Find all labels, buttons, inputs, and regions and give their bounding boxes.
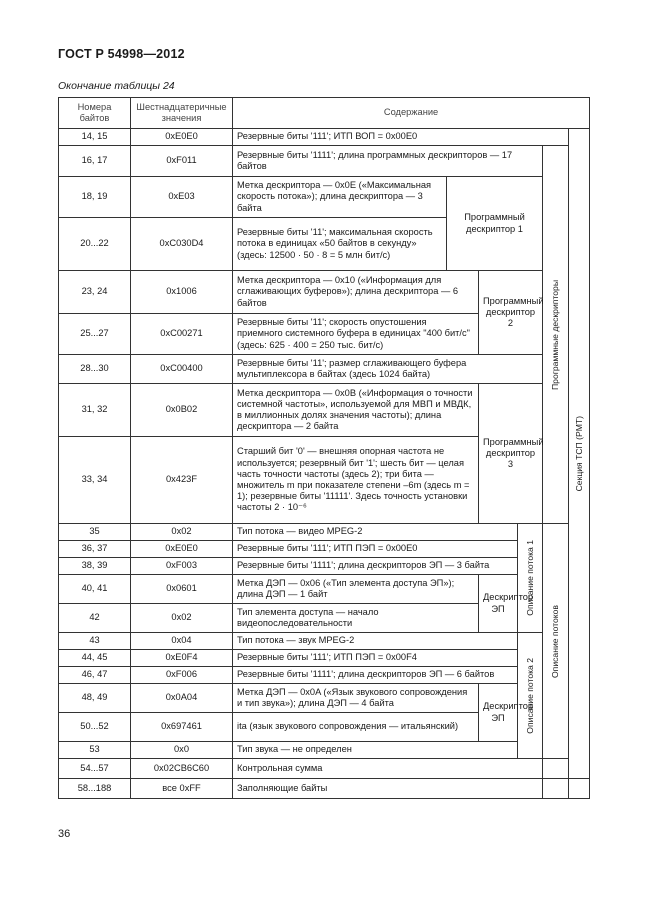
cell-hex: 0xE03	[131, 177, 233, 218]
cell-bytes: 42	[59, 604, 131, 633]
cell-bytes: 43	[59, 633, 131, 650]
cell-hex: 0x0A04	[131, 684, 233, 713]
cell-hex: 0x02	[131, 604, 233, 633]
cell-bytes: 14, 15	[59, 129, 131, 146]
cell-content: Метка дескриптора — 0x0E («Максимальная скорость потока»); длина дескриптора — 3 байта	[233, 177, 447, 218]
table-row	[59, 779, 590, 799]
cell-hex: 0x02CB6C60	[131, 759, 233, 779]
cell-content: Резервные биты '11'; скорость опустошения приемного системного буфера в единицах "400 бит/с" (здесь: 625 · 400 = 250 тыс. бит/с)	[233, 314, 479, 355]
data-table	[58, 97, 590, 799]
cell-hex: 0x423F	[131, 437, 233, 524]
page-number: 36	[58, 828, 71, 840]
cell-bytes: 38, 39	[59, 558, 131, 575]
table-row	[59, 558, 590, 575]
cell-content: Метка дескриптора — 0x10 («Информация для сглаживающих буферов»); длина дескриптора — 6 байтов	[233, 271, 479, 314]
table-row	[59, 742, 590, 759]
cell-hex: 0x697461	[131, 713, 233, 742]
cell-hex: 0x1006	[131, 271, 233, 314]
cell-content: Метка ДЭП — 0x06 («Тип элемента доступа ЭП»); длина ДЭП — 1 байт	[233, 575, 479, 604]
cell-hex: 0x02	[131, 524, 233, 541]
cell-content: Резервные биты '1111'; длина дескрипторов ЭП — 3 байта	[233, 558, 518, 575]
cell-content: Метка дескриптора — 0x0B («Информация о точности системной частоты», используемой для МВП и МВДК, в миллионных долях значения частоты); длина дескриптора — 2 байта	[233, 384, 479, 437]
cell-hex: 0xE0F4	[131, 650, 233, 667]
cell-content: Резервные биты '11'; максимальная скорость потока в единицах «50 байтов в секунду» (здесь: 12500 · 50 · 8 = 5 млн бит/с)	[233, 218, 447, 271]
group-streams-desc: Описание потоков	[543, 524, 569, 759]
cell-hex: 0x0601	[131, 575, 233, 604]
table-row	[59, 384, 590, 437]
cell-bytes: 58...188	[59, 779, 131, 799]
cell-content: Метка ДЭП — 0x0A («Язык звукового сопровождения и тип звука»); длина ДЭП — 4 байта	[233, 684, 479, 713]
cell-bytes: 46, 47	[59, 667, 131, 684]
group-pmt-section: Секция ТСП (PMT)	[569, 129, 590, 779]
table-row	[59, 355, 590, 384]
cell-content: Резервные биты '1111'; длина программных дескрипторов — 17 байтов	[233, 146, 543, 177]
cell-content: Контрольная сумма	[233, 759, 543, 779]
cell-bytes: 53	[59, 742, 131, 759]
group-es-desc-2: Дескриптор ЭП	[479, 684, 518, 742]
group-stream-desc-2: Описание потока 2	[518, 633, 543, 759]
cell-hex: все 0xFF	[131, 779, 233, 799]
cell-hex: 0x0	[131, 742, 233, 759]
cell-bytes: 25...27	[59, 314, 131, 355]
cell-bytes: 54...57	[59, 759, 131, 779]
cell-content: Резервные биты '111'; ИТП ВОП = 0x00E0	[233, 129, 569, 146]
cell-hex: 0x0B02	[131, 384, 233, 437]
group-es-desc-1: Дескриптор ЭП	[479, 575, 518, 633]
cell-hex: 0xC00271	[131, 314, 233, 355]
group-prog-desc-2: Программный дескриптор 2	[479, 271, 543, 355]
table-caption: Окончание таблицы 24	[58, 80, 175, 92]
cell-bytes: 36, 37	[59, 541, 131, 558]
table-row	[59, 633, 590, 650]
cell-content: Заполняющие байты	[233, 779, 543, 799]
cell-bytes: 18, 19	[59, 177, 131, 218]
group-prog-desc-3: Программный дескриптор 3	[479, 384, 543, 524]
empty-cell	[569, 779, 590, 799]
table-row	[59, 177, 590, 218]
cell-bytes: 40, 41	[59, 575, 131, 604]
cell-bytes: 35	[59, 524, 131, 541]
cell-hex: 0x04	[131, 633, 233, 650]
header-content: Содержание	[233, 98, 590, 129]
cell-content: Резервные биты '111'; ИТП ПЭП = 0x00F4	[233, 650, 518, 667]
empty-cell	[543, 779, 569, 799]
cell-hex: 0xF011	[131, 146, 233, 177]
header-hex: Шестнадцатеричные значения	[131, 98, 233, 129]
cell-bytes: 20...22	[59, 218, 131, 271]
table-row	[59, 146, 590, 177]
table-row	[59, 667, 590, 684]
standard-designation: ГОСТ Р 54998—2012	[58, 47, 185, 61]
cell-hex: 0xC00400	[131, 355, 233, 384]
cell-hex: 0xE0E0	[131, 129, 233, 146]
group-prog-descriptors: Программные дескрипторы	[543, 146, 569, 524]
cell-hex: 0xF006	[131, 667, 233, 684]
table-row	[59, 575, 590, 604]
cell-bytes: 50...52	[59, 713, 131, 742]
header-bytes: Номера байтов	[59, 98, 131, 129]
cell-content: Резервные биты '11'; размер сглаживающего буфера мультиплексора в байтах (здесь 1024 байта)	[233, 355, 543, 384]
cell-content: Тип звука — не определен	[233, 742, 518, 759]
table-row	[59, 524, 590, 541]
cell-hex: 0xC030D4	[131, 218, 233, 271]
cell-content: Резервные биты '1111'; длина дескрипторов ЭП — 6 байтов	[233, 667, 518, 684]
table-row	[59, 271, 590, 314]
group-stream-desc-1: Описание потока 1	[518, 524, 543, 633]
table-row	[59, 759, 590, 779]
cell-hex: 0xE0E0	[131, 541, 233, 558]
cell-bytes: 28...30	[59, 355, 131, 384]
cell-content: Резервные биты '111'; ИТП ПЭП = 0x00E0	[233, 541, 518, 558]
table-row	[59, 650, 590, 667]
cell-content: Тип потока — звук MPEG-2	[233, 633, 518, 650]
table-header-row	[59, 98, 590, 129]
cell-bytes: 44, 45	[59, 650, 131, 667]
cell-bytes: 31, 32	[59, 384, 131, 437]
cell-bytes: 16, 17	[59, 146, 131, 177]
cell-content: Тип потока — видео MPEG-2	[233, 524, 518, 541]
cell-hex: 0xF003	[131, 558, 233, 575]
table-row	[59, 541, 590, 558]
cell-bytes: 23, 24	[59, 271, 131, 314]
group-prog-desc-1: Программный дескриптор 1	[447, 177, 543, 271]
cell-content: ita (язык звукового сопровождения — итальянский)	[233, 713, 479, 742]
cell-bytes: 33, 34	[59, 437, 131, 524]
cell-bytes: 48, 49	[59, 684, 131, 713]
table-row	[59, 684, 590, 713]
table-row	[59, 129, 590, 146]
cell-content: Старший бит '0' — внешняя опорная частота не используется; резервный бит '1'; шесть бит — целая часть точности частоты (здесь 2); три бита — множитель m при показателе степени –6m (здесь m = 1); резервные биты '11111'. Здесь точность установки частоты 2 · 10⁻⁶	[233, 437, 479, 524]
cell-content: Тип элемента доступа — начало видеопоследовательности	[233, 604, 479, 633]
